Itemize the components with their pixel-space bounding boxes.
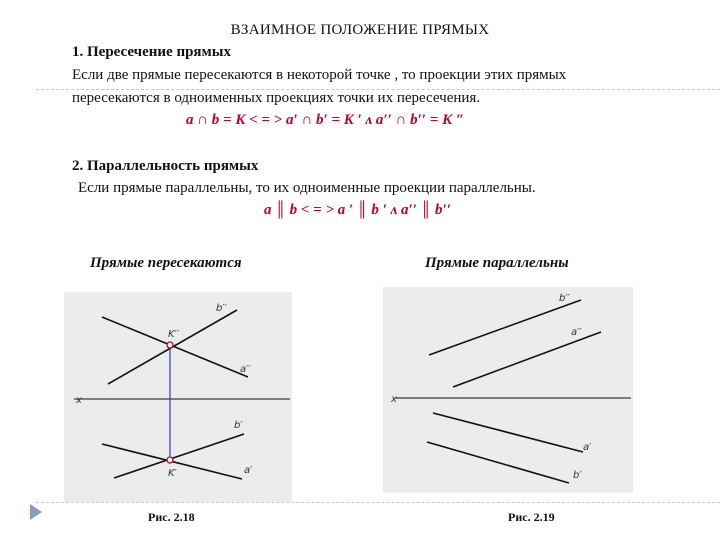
point-k2 bbox=[167, 342, 173, 348]
label-a2: a′′ bbox=[240, 364, 251, 375]
parallel-lines-diagram bbox=[383, 287, 633, 493]
label-a1: a′ bbox=[583, 442, 592, 453]
intersecting-lines-diagram bbox=[64, 292, 292, 502]
label-k2: K′′ bbox=[168, 329, 180, 340]
section1-text-line1: Если две прямые пересекаются в некоторой точке , то проекции этих прямых bbox=[72, 67, 567, 83]
right-figure-caption: Прямые параллельны bbox=[425, 255, 569, 271]
diagram-panel bbox=[64, 292, 292, 502]
label-b2: b′′ bbox=[559, 293, 570, 304]
label-b1: b′ bbox=[573, 470, 582, 481]
point-k1 bbox=[167, 457, 173, 463]
section2-heading: 2. Параллельность прямых bbox=[72, 158, 259, 174]
section2-formula: a ║ b < = > a ′ ║ b ′ ʌ a′′ ║ b′′ bbox=[264, 202, 451, 218]
page-title: ВЗАИМНОЕ ПОЛОЖЕНИЕ ПРЯМЫХ bbox=[230, 22, 490, 38]
section1-formula: a ∩ b = K < = > a′ ∩ b′ = K ′ ʌ a′′ ∩ b′′ = K ″ bbox=[186, 112, 465, 128]
diagram-panel bbox=[383, 287, 633, 493]
label-b2: b′′ bbox=[216, 303, 227, 314]
label-b1: b′ bbox=[234, 420, 243, 431]
right-figure-number: Рис. 2.19 bbox=[508, 510, 555, 524]
section1-heading: 1. Пересечение прямых bbox=[72, 44, 231, 60]
label-a1: a′ bbox=[244, 465, 253, 476]
left-figure-number: Рис. 2.18 bbox=[148, 510, 195, 524]
label-x: x bbox=[391, 394, 397, 405]
label-k1: K′ bbox=[168, 468, 177, 479]
label-x: x bbox=[76, 395, 82, 406]
section2-text-line1: Если прямые параллельны, то их одноименные проекции параллельны. bbox=[78, 180, 536, 196]
left-figure-caption: Прямые пересекаются bbox=[90, 255, 242, 271]
divider bbox=[36, 502, 720, 503]
label-a2: a′′ bbox=[571, 327, 582, 338]
next-slide-arrow-icon[interactable] bbox=[30, 504, 42, 520]
section1-text-line2: пересекаются в одноименных проекциях точки их пересечения. bbox=[72, 90, 481, 106]
